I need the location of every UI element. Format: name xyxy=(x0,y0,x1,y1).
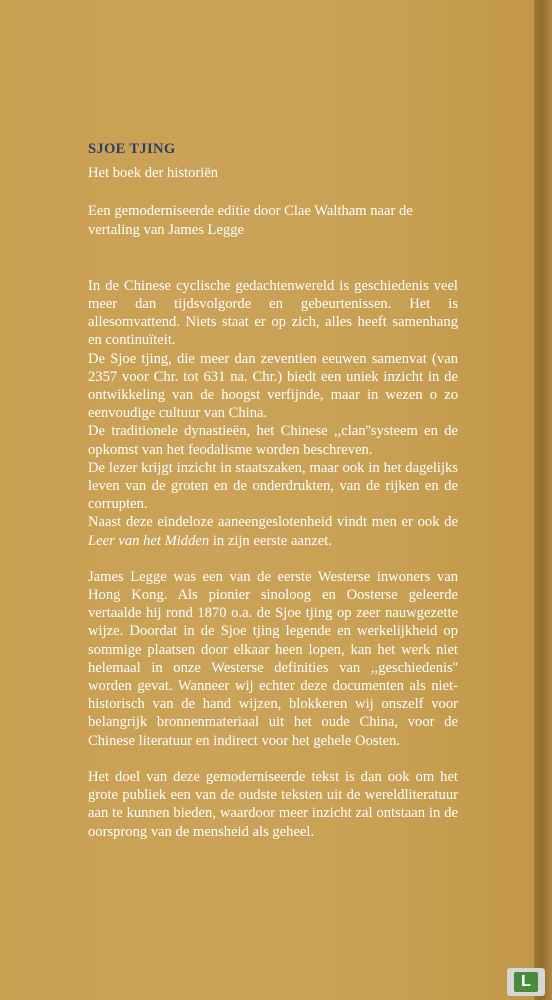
paragraph-intro: In de Chinese cyclische gedachtenwereld is geschiedenis veel meer dan tijdsvolgorde en gebeurtenissen. Het is allesomvattend. Niets staat er op zich, alles heeft samenhang en continuïteit. xyxy=(88,277,458,349)
paragraph-summary: De Sjoe tjing, die meer dan zeventien eeuwen samenvat (van 2357 voor Chr. tot 631 na. Chr.) biedt een uniek inzicht in de ontwikkeling van de hoogst verfijnde, maar in wezen o zo eenvoudige cultuur van China. xyxy=(88,350,458,422)
description-block xyxy=(88,277,458,550)
back-cover-text xyxy=(88,140,458,841)
paragraph-doctrine xyxy=(88,513,458,549)
paragraph-reader: De lezer krijgt inzicht in staatszaken, maar ook in het dagelijks leven van de groten en de onderdrukten, van de rijken en de corrupten. xyxy=(88,459,458,513)
doctrine-text-after: in zijn eerste aanzet. xyxy=(209,532,332,549)
spacer xyxy=(88,550,458,568)
l-logo-icon: L xyxy=(514,972,538,992)
edition-note: Een gemoderniseerde editie door Clae Waltham naar de vertaling van James Legge xyxy=(88,203,413,238)
spacer xyxy=(88,239,458,277)
doctrine-text-before: Naast deze eindeloze aaneengeslotenheid vindt men er ook de xyxy=(88,514,458,531)
cover-edge xyxy=(534,0,552,1000)
paragraph-purpose: Het doel van deze gemoderniseerde tekst is dan ook om het grote publiek een van de oudste teksten uit de wereldliteratuur aan te kunnen bieden, waardoor meer inzicht zal ontstaan in de oorsprong van de mensheid als geheel. xyxy=(88,768,458,840)
book-title: SJOE TJING xyxy=(88,141,176,157)
spacer xyxy=(88,750,458,768)
paragraph-legge: James Legge was een van de eerste Westerse inwoners van Hong Kong. Als pionier sinoloog en Oosterse geleerde vertaalde hij rond 1870 o.a. de Sjoe tjing op zeer nauwgezette wijze. Doordat in de Sjoe tjing legende en werkelijkheid op sommige plaatsen door elkaar heen lopen, kan het werk niet helemaal in onze Westerse definities van ,,geschiedenis'' worden gevat. Wanneer wij echter deze documenten als niet-historisch van de hand wijzen, blokkeren wij onszelf voor belangrijk bronnenmateriaal uit het oude China, voor de Chinese literatuur en indirect voor het gehele Oosten. xyxy=(88,568,458,749)
paragraph-dynasties: De traditionele dynastieën, het Chinese ,,clan''systeem en de opkomst van het feodalisme worden beschreven. xyxy=(88,423,458,458)
publisher-badge xyxy=(507,968,545,996)
book-subtitle: Het boek der historiën xyxy=(88,165,219,182)
doctrine-title: Leer van het Midden xyxy=(88,532,210,549)
